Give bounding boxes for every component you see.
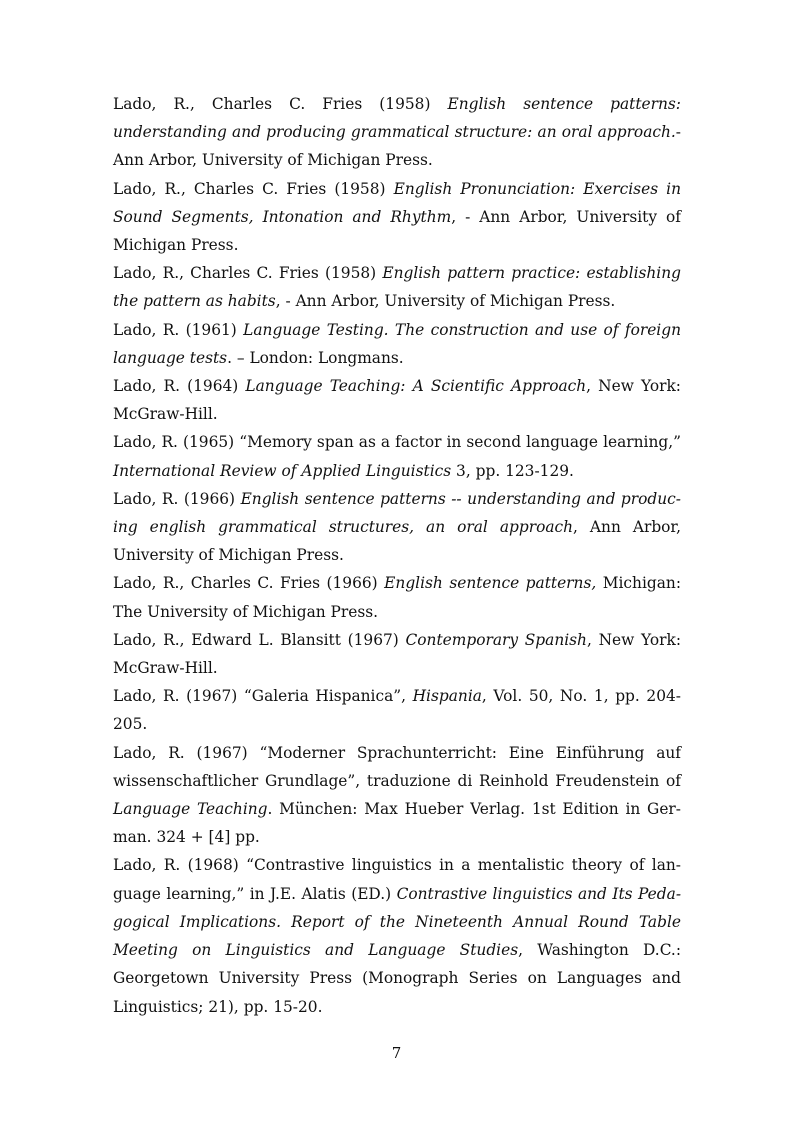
- entry-text: Lado, R., Charles C. Fries (1958): [113, 179, 394, 198]
- entry-title: Language Testing. The construction and use of foreign language tests: [113, 320, 681, 367]
- entry-title: Language Teaching: A Scientific Approach: [245, 377, 587, 396]
- entry-title: Hispania: [412, 687, 482, 706]
- entry-text: Lado, R., Edward L. Blansitt (1967): [113, 630, 406, 649]
- bibliography-entry: [113, 739, 681, 852]
- entry-text: Lado, R. (1966): [113, 489, 241, 508]
- entry-text: Michigan: The University of Michigan Press.: [113, 574, 682, 621]
- bibliography-entry: [113, 259, 681, 315]
- entry-text: Lado, R. (1967) “Moderner Sprachunterricht: Eine Einführung auf wissenschaftlicher Grundlage”, traduzione di Reinhold Freudenstein of: [113, 743, 681, 790]
- entry-text: Lado, R. (1965) “Memory span as a factor in second language learning,”: [113, 433, 681, 452]
- entry-title: English sentence patterns: understanding and producing grammatical structure: an oral approach.: [113, 95, 681, 142]
- entry-text: , - Ann Arbor, University of Michigan Press.: [275, 292, 616, 311]
- entry-text: , Washington D.C.: Georgetown University Press (Monograph Series on Languages and Linguistics; 21), pp. 15-20.: [113, 941, 681, 1016]
- entry-text: Lado, R. (1964): [113, 377, 246, 396]
- bibliography-list: [113, 90, 681, 1021]
- bibliography-entry: [113, 428, 681, 484]
- entry-text: , Vol. 50, No. 1, pp. 204-205.: [113, 687, 681, 734]
- entry-text: Lado, R., Charles C. Fries (1958): [113, 95, 448, 113]
- bibliography-entry: [113, 485, 681, 570]
- bibliography-entry: [113, 175, 681, 260]
- entry-text: Lado, R., Charles C. Fries (1966): [113, 574, 385, 593]
- entry-text: , - Ann Arbor, University of Michigan Press.: [113, 207, 681, 255]
- entry-title: English pattern practice: establishing the pattern as habits: [113, 264, 681, 311]
- entry-text: - Ann Arbor, University of Michigan Press.: [113, 123, 681, 170]
- page-number: 7: [391, 1044, 402, 1062]
- entry-title: English sentence patterns,: [384, 574, 597, 593]
- bibliography-entry: [113, 372, 681, 428]
- entry-text: Lado, R. (1968) “Contrastive linguistics in a mentalistic theory of language learning,” in J.E. Alatis (ED.): [113, 856, 681, 903]
- entry-text: . – London: Longmans.: [227, 348, 404, 367]
- entry-title: Language Teaching: [113, 800, 268, 819]
- entry-text: Lado, R., Charles C. Fries (1958): [113, 264, 383, 283]
- entry-text: , Ann Arbor, University of Michigan Press.: [113, 518, 681, 565]
- entry-title: English Pronunciation: Exercises in Sound Segments, Intonation and Rhythm: [113, 179, 681, 226]
- entry-text: , New York: McGraw-Hill.: [113, 630, 682, 678]
- entry-text: Lado, R. (1961): [113, 320, 244, 339]
- bibliography-entry: [113, 851, 681, 1020]
- entry-text: 3, pp. 123-129.: [451, 461, 574, 480]
- entry-title: English sentence patterns -- understanding and producing english grammatical structures, an oral approach: [113, 489, 681, 537]
- entry-text: , New York: McGraw-Hill.: [113, 377, 681, 424]
- entry-text: Lado, R. (1967) “Galeria Hispanica”,: [113, 687, 413, 706]
- entry-title: International Review of Applied Linguistics: [113, 461, 452, 480]
- entry-text: . München: Max Hueber Verlag. 1st Edition in German. 324 + [4] pp.: [113, 800, 681, 847]
- bibliography-entry: [113, 682, 681, 738]
- bibliography-entry: [113, 626, 681, 682]
- bibliography-entry: [113, 569, 681, 625]
- entry-title: Contrastive linguistics and Its Pedagogical Implications. Report of the Nineteenth Annual Round Table Meeting on Linguistics and Language Studies: [113, 884, 682, 960]
- entry-title: Contemporary Spanish: [405, 630, 587, 649]
- bibliography-entry: [113, 316, 681, 372]
- bibliography-entry: [113, 90, 681, 175]
